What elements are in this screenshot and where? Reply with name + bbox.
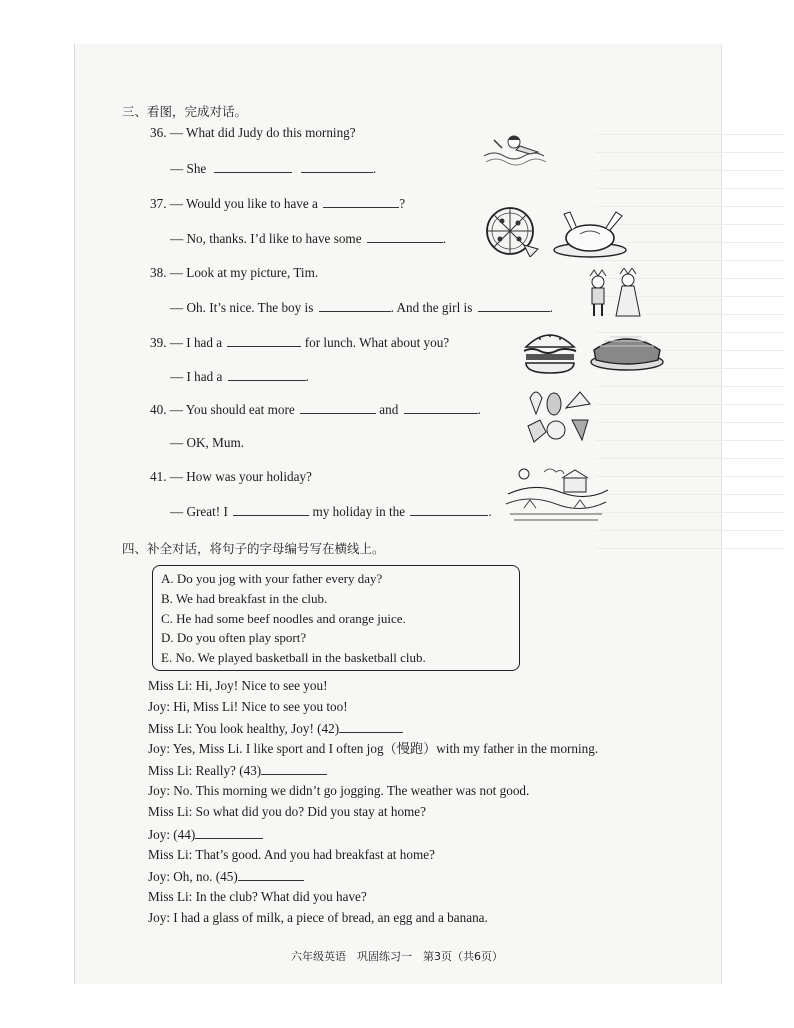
q36-blank-2[interactable] bbox=[301, 160, 373, 173]
q36-question: 36. — What did Judy do this morning? bbox=[150, 125, 356, 140]
q40-answer-line: — OK, Mum. bbox=[170, 435, 244, 450]
q37-answer-line: — No, thanks. I’d like to have some . bbox=[170, 231, 447, 246]
hamburger-icon bbox=[522, 327, 578, 375]
roast-chicken-icon bbox=[550, 204, 630, 260]
dialogue-line-6: Joy: No. This morning we didn’t go jogging. The weather was not good. bbox=[148, 783, 530, 798]
q41-blank-2[interactable] bbox=[410, 503, 488, 516]
q38-answer-line: — Oh. It’s nice. The boy is . And the girl is . bbox=[170, 300, 553, 315]
swimming-girl-icon bbox=[480, 128, 552, 168]
q38-question: 38. — Look at my picture, Tim. bbox=[150, 265, 319, 280]
blank-45[interactable] bbox=[238, 868, 304, 881]
q37-blank-1[interactable] bbox=[323, 195, 399, 208]
blank-43[interactable] bbox=[261, 762, 327, 775]
fruit-vegetables-icon bbox=[524, 386, 594, 444]
q41-question: 41. — How was your holiday? bbox=[150, 469, 312, 484]
dialogue-line-2: Joy: Hi, Miss Li! Nice to see you too! bbox=[148, 699, 348, 714]
q36-blank-1[interactable] bbox=[214, 160, 292, 173]
q39-blank-1[interactable] bbox=[227, 334, 301, 347]
blank-42[interactable] bbox=[339, 720, 403, 733]
q37-question: 37. — Would you like to have a ? bbox=[150, 196, 406, 211]
q40-blank-2[interactable] bbox=[404, 401, 478, 414]
q38-blank-2[interactable] bbox=[478, 299, 550, 312]
dialogue-line-12: Joy: I had a glass of milk, a piece of bread, an egg and a banana. bbox=[148, 910, 488, 925]
option-a: A. Do you jog with your father every day? bbox=[161, 571, 383, 586]
pizza-icon bbox=[484, 205, 540, 257]
q39-question: 39. — I had a for lunch. What about you? bbox=[150, 335, 450, 350]
prince-princess-icon bbox=[584, 268, 642, 320]
option-e: E. No. We played basketball in the basketball club. bbox=[161, 650, 426, 665]
option-d: D. Do you often play sport? bbox=[161, 630, 307, 645]
q39-answer-line: — I had a . bbox=[170, 369, 309, 384]
q40-question: 40. — You should eat more and . bbox=[150, 402, 481, 417]
dialogue-line-11: Miss Li: In the club? What did you have? bbox=[148, 889, 367, 904]
dialogue-line-8: Joy: (44) bbox=[148, 826, 263, 843]
q36-answer-line: — She . bbox=[170, 161, 377, 176]
dialogue-line-5: Miss Li: Really? (43) bbox=[148, 762, 327, 779]
q41-blank-1[interactable] bbox=[233, 503, 309, 516]
dialogue-line-10: Joy: Oh, no. (45) bbox=[148, 868, 304, 885]
section4-title: 四、补全对话，将句子的字母编号写在横线上。 bbox=[122, 541, 385, 556]
section3-title: 三、看图，完成对话。 bbox=[122, 104, 248, 119]
farm-scene-icon bbox=[504, 464, 608, 524]
options-box bbox=[152, 565, 520, 671]
q41-answer-line: — Great! I my holiday in the . bbox=[170, 504, 492, 519]
option-b: B. We had breakfast in the club. bbox=[161, 591, 328, 606]
dialogue-line-7: Miss Li: So what did you do? Did you stay at home? bbox=[148, 804, 427, 819]
option-c: C. He had some beef noodles and orange juice. bbox=[161, 611, 406, 626]
dialogue-line-3: Miss Li: You look healthy, Joy! (42) bbox=[148, 720, 403, 737]
page-footer: 六年级英语 巩固练习一 第3页（共6页） bbox=[291, 950, 503, 963]
q38-blank-1[interactable] bbox=[319, 299, 391, 312]
dialogue-line-1: Miss Li: Hi, Joy! Nice to see you! bbox=[148, 678, 328, 693]
q40-blank-1[interactable] bbox=[300, 401, 376, 414]
q39-blank-2[interactable] bbox=[228, 368, 306, 381]
q37-blank-2[interactable] bbox=[367, 230, 443, 243]
pie-icon bbox=[588, 328, 666, 372]
dialogue-line-9: Miss Li: That’s good. And you had breakfast at home? bbox=[148, 847, 435, 862]
blank-44[interactable] bbox=[195, 826, 263, 839]
dialogue-line-4: Joy: Yes, Miss Li. I like sport and I often jog（慢跑）with my father in the morning. bbox=[148, 741, 599, 756]
